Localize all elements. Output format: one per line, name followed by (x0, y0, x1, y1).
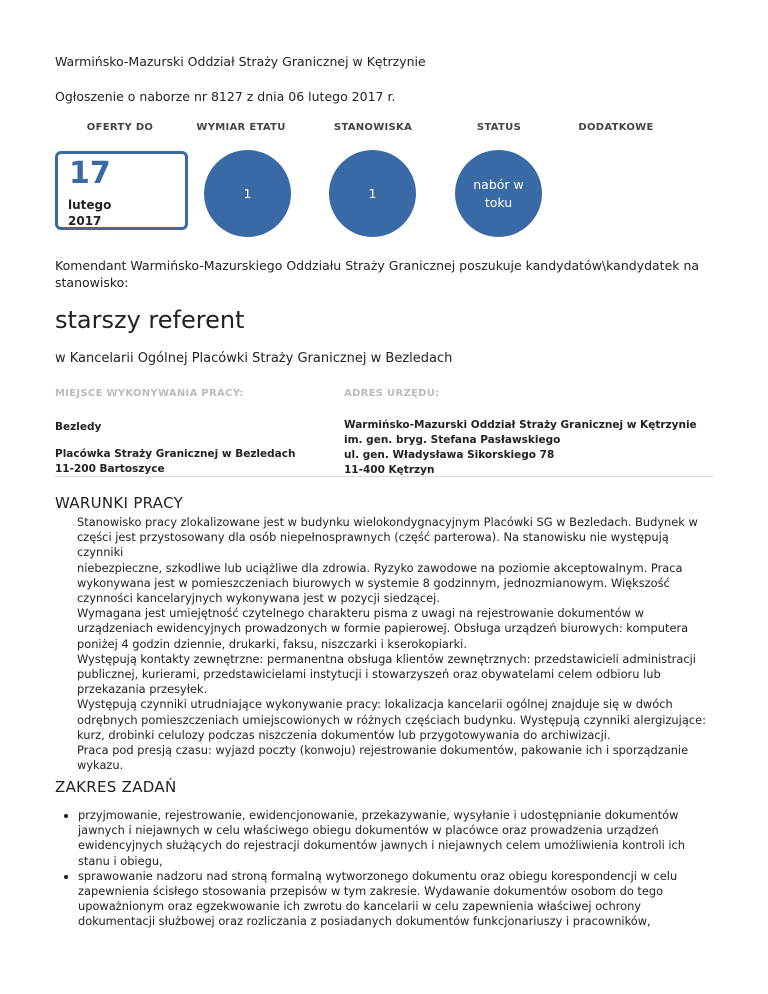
office-address-line3: ul. gen. Władysława Sikorskiego 78 (344, 449, 555, 461)
workplace-city: Bezledy (55, 421, 102, 433)
workplace-line1: Placówka Straży Granicznej w Bezledach (55, 448, 296, 460)
conditions-line: urządzeniach ewidencyjnych prowadzonych w formie papierowej. Obsługa urządzeń biurowych: komputera (77, 621, 689, 636)
conditions-line: Stanowisko pracy zlokalizowane jest w budynku wielokondygnacyjnym Placówki SG w Bezledach. Budynek w (77, 515, 698, 529)
office-address-label: ADRES URZĘDU: (344, 388, 440, 399)
tasks-list (58, 808, 738, 930)
conditions-line: wykonywana jest w pomieszczeniach biurowych w systemie 8 godzinnym, jednozmianowym. Większość (77, 575, 670, 590)
workload-value: 1 (243, 185, 252, 201)
conditions-heading: WARUNKI PRACY (55, 494, 184, 512)
deadline-year: 2017 (68, 214, 102, 228)
task-line: jawnych i niejawnych w celu właściwego obiegu dokumentów w placówce oraz prowadzenia urządzeń (78, 823, 659, 838)
task-line: stanu i obiegu, (78, 853, 163, 868)
office-address (344, 418, 697, 478)
office-address-line1: Warmińsko-Mazurski Oddział Straży Granicznej w Kętrzynie (344, 419, 697, 431)
workload-badge (204, 150, 291, 237)
tasks-heading: ZAKRES ZADAŃ (55, 778, 177, 796)
workplace-label: MIEJSCE WYKONYWANIA PRACY: (55, 388, 244, 399)
intro-text: Komendant Warmińsko-Mazurskiego Oddziału Straży Granicznej poszukuje kandydatów\kandydatek na stanowisko: (55, 258, 700, 290)
conditions-line: czynności kancelaryjnych wykonywana jest w pozycji siedzącej. (77, 591, 440, 606)
task-line: dokumentacji służbowej oraz rozliczania z posiadanych dokumentów funkcjonariuszy i pracowników, (78, 914, 651, 929)
positions-value: 1 (368, 185, 377, 201)
header-workload: WYMIAR ETATU (196, 122, 286, 133)
office-address-line2: im. gen. bryg. Stefana Pasławskiego (344, 434, 561, 446)
conditions-line: publicznej, kurierami, przedstawicielami instytucji i stowarzyszeń oraz obywatelami celem odbioru lub (77, 667, 661, 682)
task-line: ewidencyjnych służących do rejestracji dokumentów jawnych i niejawnych celem umożliwienia kontroli ich (78, 838, 685, 853)
conditions-line: kurz, drobinki celulozy podczas niszczenia dokumentów lub przygotowywania do archiwizacji. (77, 727, 611, 742)
deadline-month-year (68, 197, 111, 229)
organization-name: Warmińsko-Mazurski Oddział Straży Granicznej w Kętrzynie (55, 54, 426, 69)
status-badge (455, 150, 542, 237)
header-additional: DODATKOWE (578, 122, 654, 133)
task-line: upoważnionym oraz egzekwowanie ich zwrotu do kancelarii w celu zapewnienia właściwej ochrony (78, 899, 642, 914)
conditions-line: niebezpieczne, szkodliwe lub uciążliwe dla zdrowia. Ryzyko zawodowe na poziomie akceptowalnym. Praca (77, 560, 683, 575)
conditions-line: poniżej 4 godzin dziennie, drukarki, faksu, niszczarki i kserokopiarki. (77, 636, 467, 651)
list-item (78, 869, 738, 930)
conditions-line: Praca pod presją czasu: wyjazd poczty (konwoju) rejestrowanie dokumentów, pakowanie ich i sporządzanie (77, 743, 689, 758)
deadline-day: 17 (69, 156, 111, 191)
office-address-line4: 11-400 Kętrzyn (344, 464, 435, 476)
conditions-line: przekazania przesyłek. (77, 682, 208, 697)
list-item (78, 808, 738, 869)
conditions-line: odrębnych pomieszczeniach umiejscowionych w różnych częściach budynku. Występują czynniki alergizujące: (77, 712, 706, 727)
notice-title: Ogłoszenie o naborze nr 8127 z dnia 06 lutego 2017 r. (55, 89, 396, 104)
conditions-line: Wymagana jest umiejętność czytelnego charakteru pisma z uwagi na rejestrowanie dokumentów w (77, 606, 645, 621)
header-offers-until: OFERTY DO (86, 122, 154, 133)
conditions-line: Występują kontakty zewnętrzne: permanentna obsługa klientów zewnętrznych: przedstawicieli administracji (77, 651, 696, 666)
deadline-month: lutego (68, 198, 112, 212)
section-divider (55, 476, 713, 477)
job-title: starszy referent (55, 306, 245, 334)
header-positions: STANOWISKA (333, 122, 413, 133)
task-line: • przyjmowanie, rejestrowanie, ewidencjonowanie, przekazywanie, wysyłanie i udostępnianie dokumentów (78, 808, 679, 822)
task-line: zapewnienia ścisłego stosowania przepisów w tym zakresie. Wydawanie dokumentów osobom do tego (78, 884, 664, 899)
conditions-line: wykazu. (77, 758, 124, 773)
workplace-line2: 11-200 Bartoszyce (55, 463, 165, 475)
header-status: STATUS (476, 122, 522, 133)
task-line: • sprawowanie nadzoru nad stroną formalną wytworzonego dokumentu oraz obiegu korespondencji w celu (78, 868, 678, 883)
conditions-line: Występują czynniki utrudniające wykonywanie pracy: lokalizacja kancelarii ogólnej znajduje się w dwóch (77, 697, 673, 712)
job-unit: w Kancelarii Ogólnej Placówki Straży Granicznej w Bezledach (55, 351, 453, 366)
deadline-date-box (55, 151, 188, 230)
conditions-text (77, 515, 717, 773)
positions-badge (329, 150, 416, 237)
status-value: nabór w toku (473, 176, 524, 210)
conditions-line: części jest przystosowany dla osób niepełnosprawnych (część parterowa). Na stanowisku nie występują czynniki (77, 530, 669, 560)
workplace-address (55, 447, 295, 477)
